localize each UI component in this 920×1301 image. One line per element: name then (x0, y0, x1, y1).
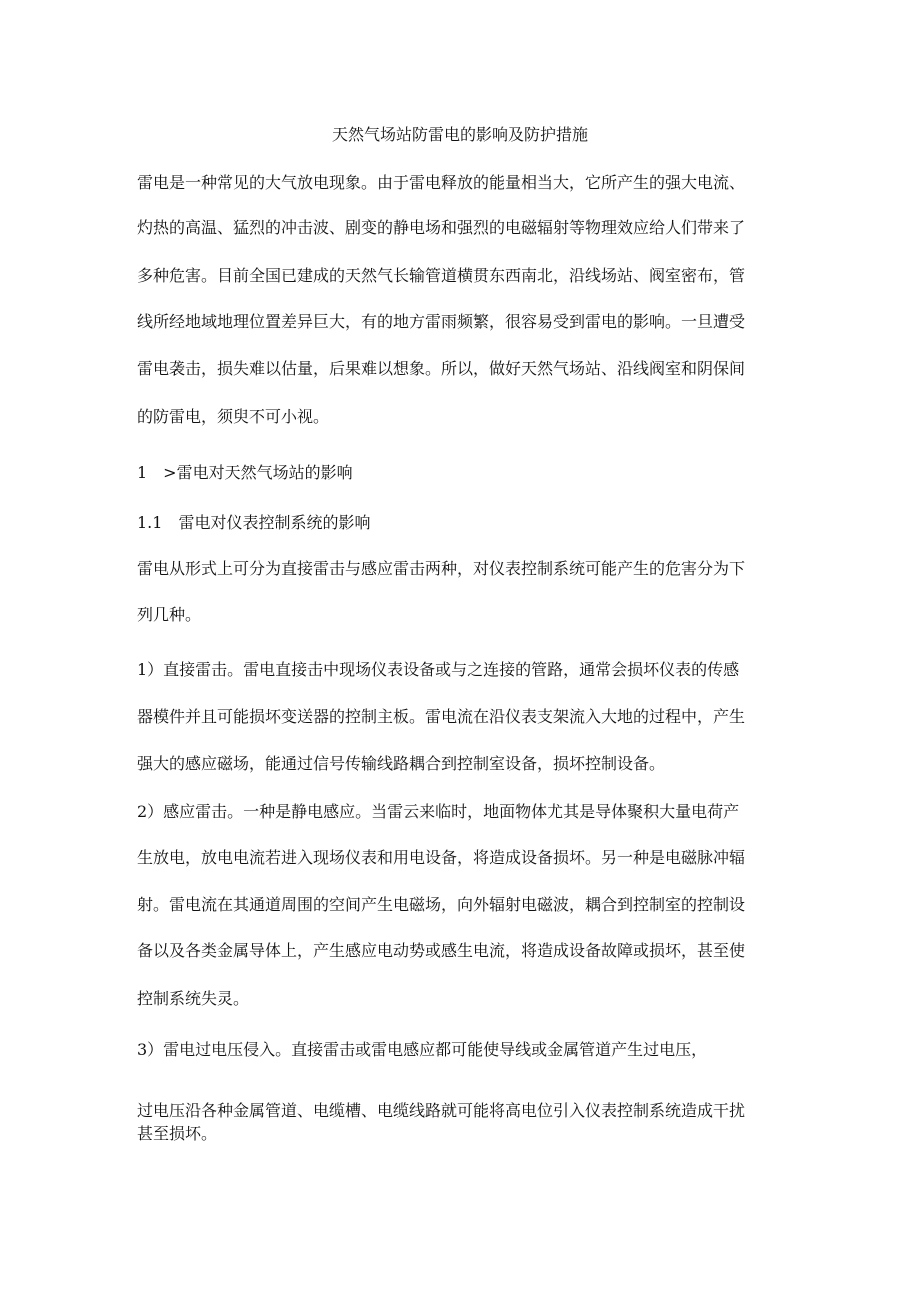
list-item-line: 备以及各类金属导体上，产生感应电动势或感生电流，将造成设备故障或损坏，甚至使 (137, 941, 746, 960)
paragraph-line: 灼热的高温、猛烈的冲击波、剧变的静电场和强烈的电磁辐射等物理效应给人们带来了 (137, 218, 746, 237)
list-item-line: 1）直接雷击。雷电直接击中现场仪表设备或与之连接的管路，通常会损坏仪表的传感 (137, 660, 740, 679)
paragraph-line: 雷电从形式上可分为直接雷击与感应雷击两种，对仪表控制系统可能产生的危害分为下 (137, 559, 746, 578)
document-title: 天然气场站防雷电的影响及防护措施 (331, 125, 588, 144)
list-item-line: 控制系统失灵。 (137, 989, 250, 1008)
list-item-line: 过电压沿各种金属管道、电缆槽、电缆线路就可能将高电位引入仪表控制系统造成干扰 (137, 1101, 746, 1120)
list-item-line: 器模件并且可能损坏变送器的控制主板。雷电流在沿仪表支架流入大地的过程中，产生 (137, 707, 746, 726)
list-item-line: 生放电，放电电流若进入现场仪表和用电设备，将造成设备损坏。另一种是电磁脉冲辐 (137, 848, 746, 867)
list-item-line: 强大的感应磁场，能通过信号传输线路耦合到控制室设备，损坏控制设备。 (137, 754, 666, 773)
section-heading: 1 >雷电对天然气场站的影响 (137, 463, 353, 482)
paragraph-line: 雷电是一种常见的大气放电现象。由于雷电释放的能量相当大，它所产生的强大电流、 (137, 173, 746, 192)
list-item-line: 2）感应雷击。一种是静电感应。当雷云来临时，地面物体尤其是导体聚积大量电荷产 (137, 802, 740, 821)
list-item-line: 3）雷电过电压侵入。直接雷击或雷电感应都可能使导线或金属管道产生过电压， (137, 1040, 708, 1059)
list-item-line: 射。雷电流在其通道周围的空间产生电磁场，向外辐射电磁波，耦合到控制室的控制设 (137, 895, 746, 914)
subsection-heading: 1.1 雷电对仪表控制系统的影响 (137, 513, 371, 532)
paragraph-line: 线所经地域地理位置差异巨大，有的地方雷雨频繁，很容易受到雷电的影响。一旦遭受 (137, 312, 746, 331)
paragraph-line: 多种危害。目前全国已建成的天然气长输管道横贯东西南北，沿线场站、阀室密布，管 (137, 266, 746, 285)
paragraph-line: 列几种。 (137, 605, 202, 624)
list-item-line: 甚至损坏。 (137, 1124, 218, 1143)
paragraph-line: 的防雷电，须臾不可小视。 (137, 407, 330, 426)
paragraph-line: 雷电袭击，损失难以估量，后果难以想象。所以，做好天然气场站、沿线阀室和阴保间 (137, 359, 746, 378)
